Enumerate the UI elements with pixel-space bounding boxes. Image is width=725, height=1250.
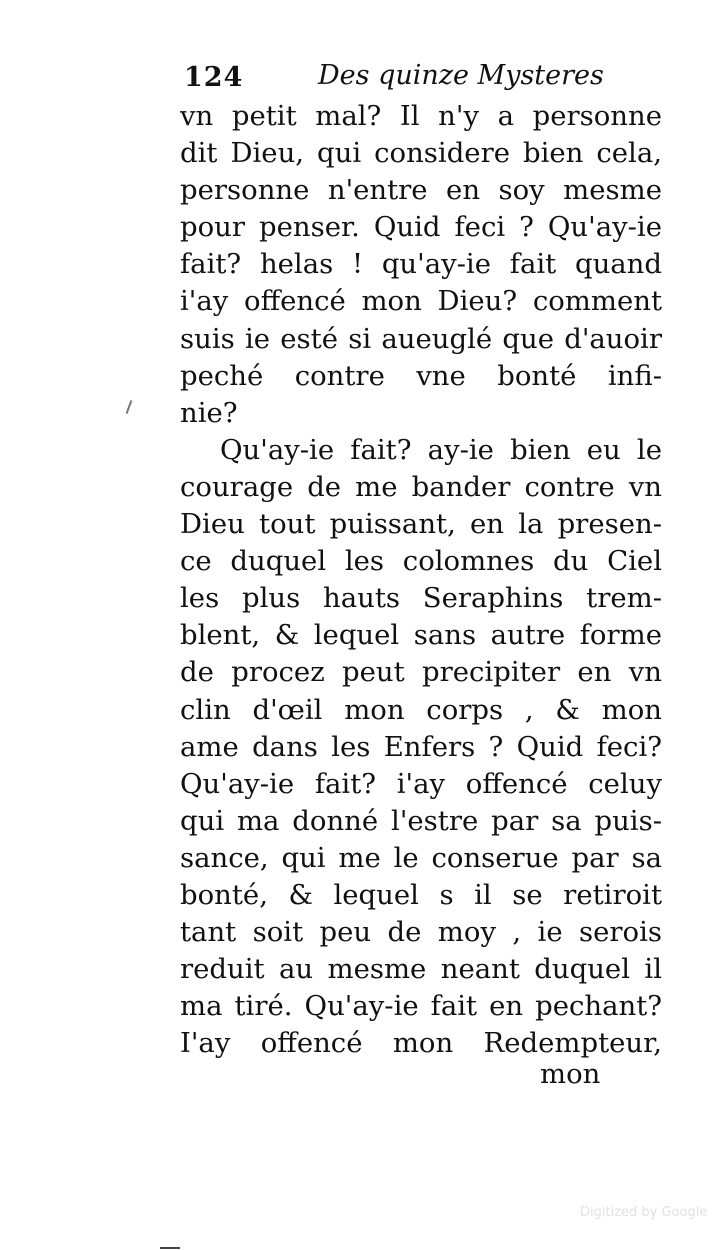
text-line: dit Dieu, qui considere bien cela, bbox=[180, 137, 662, 170]
text-line: ce duquel les colomnes du Ciel bbox=[180, 545, 662, 578]
text-line: ma tiré. Qu'ay-ie fait en pechant? bbox=[180, 990, 662, 1023]
text-line: I'ay offencé mon Redempteur, bbox=[180, 1027, 662, 1060]
text-line: bonté, & lequel s il se retiroit bbox=[180, 878, 662, 911]
text-line: courage de me bander contre vn bbox=[180, 470, 662, 503]
text-line: vn petit mal? Il n'y a personne bbox=[180, 100, 662, 132]
page-header bbox=[184, 58, 614, 98]
text-line: peché contre vne bonté infi- bbox=[180, 359, 662, 392]
running-title: Des quinze Mysteres bbox=[318, 60, 604, 91]
text-line: qui ma donné l'estre par sa puis- bbox=[180, 804, 662, 837]
text-line: blent, & lequel sans autre forme bbox=[180, 619, 662, 652]
text-line: personne n'entre en soy mesme bbox=[180, 174, 662, 207]
text-line: Qu'ay-ie fait? ay-ie bien eu le bbox=[220, 433, 662, 466]
body-text bbox=[180, 98, 662, 1062]
text-line: les plus hauts Seraphins trem- bbox=[180, 582, 662, 615]
text-line: reduit au mesme neant duquel il bbox=[180, 953, 662, 986]
text-line: tant soit peu de moy , ie serois bbox=[180, 916, 662, 949]
page-number: 124 bbox=[184, 62, 244, 93]
text-line: pour penser. Quid feci ? Qu'ay-ie bbox=[180, 211, 662, 244]
catchword: mon bbox=[540, 1058, 601, 1090]
text-line: suis ie esté si aueuglé que d'auoir bbox=[180, 322, 662, 355]
text-line: fait? helas ! qu'ay-ie fait quand bbox=[180, 248, 662, 281]
text-line: nie? bbox=[180, 396, 238, 429]
margin-mark bbox=[126, 400, 133, 414]
margin-mark bbox=[160, 1247, 180, 1249]
text-line: ame dans les Enfers ? Quid feci? bbox=[180, 730, 662, 763]
text-line: de procez peut precipiter en vn bbox=[180, 656, 662, 689]
text-line: i'ay offencé mon Dieu? comment bbox=[180, 285, 662, 318]
text-line: Dieu tout puissant, en la presen- bbox=[180, 508, 662, 541]
text-line: sance, qui me le conserue par sa bbox=[180, 841, 662, 874]
text-line: Qu'ay-ie fait? i'ay offencé celuy bbox=[180, 767, 662, 800]
text-line: clin d'œil mon corps , & mon bbox=[180, 693, 662, 726]
watermark: Digitized by Google bbox=[580, 1205, 708, 1220]
